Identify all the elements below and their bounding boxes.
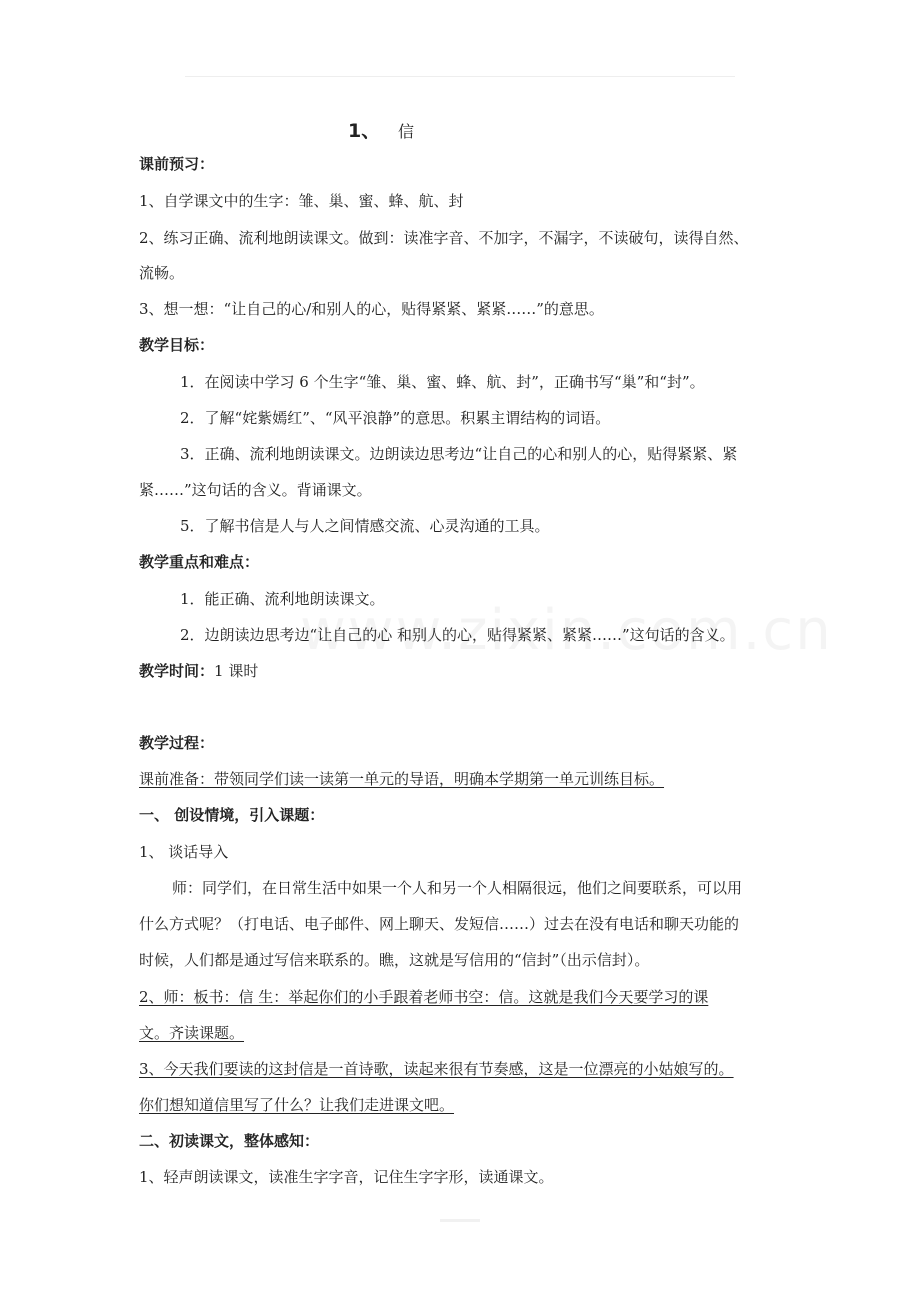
process-prep: 课前准备：带领同学们读一读第一单元的导语，明确本学期第一单元训练目标。 <box>139 770 665 788</box>
teaching-time-value: 1 课时 <box>214 662 259 680</box>
part2-heading: 二、初读课文，整体感知： <box>139 1132 320 1150</box>
part1-item-1: 1、 谈话导入 <box>139 843 229 861</box>
keypoints-heading: 教学重点和难点： <box>139 553 260 571</box>
header-rule <box>185 76 735 77</box>
goals-item-2: 2．了解“姹紫嫣红”、“风平浪静”的意思。积累主谓结构的词语。 <box>180 409 611 427</box>
part1-heading: 一、 创设情境，引入课题： <box>139 806 325 824</box>
preview-item-1: 1、自学课文中的生字：雏、巢、蜜、蜂、航、封 <box>139 192 464 210</box>
part2-item-1: 1、轻声朗读课文，读准生字字音，记住生字字形，读通课文。 <box>139 1168 554 1186</box>
process-heading: 教学过程： <box>139 734 215 752</box>
teaching-time-label: 教学时间： <box>139 662 215 680</box>
keypoints-item-2: 2．边朗读边思考边“让自己的心 和别人的心，贴得紧紧、紧紧……”这句话的含义。 <box>180 626 735 644</box>
preview-item-3: 3、想一想：“让自己的心/和别人的心，贴得紧紧、紧紧……”的意思。 <box>139 300 604 318</box>
goals-item-1: 1．在阅读中学习 6 个生字“雏、巢、蜜、蜂、航、封”，正确书写“巢”和“封”。 <box>180 373 705 391</box>
keypoints-item-1: 1．能正确、流利地朗读课文。 <box>180 590 385 608</box>
part1-item-2: 2、师：板书：信 生：举起你们的小手跟着老师书空：信。这就是我们今天要学习的课 <box>139 988 709 1006</box>
goals-item-5: 5．了解书信是人与人之间情感交流、心灵沟通的工具。 <box>180 517 550 535</box>
part1-item-3: 3、今天我们要读的这封信是一首诗歌，读起来很有节奏感，这是一位漂亮的小姑娘写的。 <box>139 1060 734 1078</box>
footer-mark <box>440 1219 480 1222</box>
preview-item-2: 2、练习正确、流利地朗读课文。做到：读准字音、不加字，不漏字，不读破句，读得自然、 <box>139 229 749 247</box>
teacher-paragraph-3: 时候，人们都是通过写信来联系的。瞧，这就是写信用的“信封”（出示信封）。 <box>139 951 650 969</box>
part1-item-2-cont: 文。齐读课题。 <box>139 1024 245 1042</box>
teacher-paragraph-1: 师：同学们，在日常生活中如果一个人和另一个人相隔很远，他们之间要联系，可以用 <box>172 879 743 897</box>
teaching-time <box>139 661 258 681</box>
preview-heading: 课前预习： <box>139 155 215 173</box>
preview-item-2-cont: 流畅。 <box>139 264 185 282</box>
lesson-title: 信 <box>398 122 415 141</box>
goals-item-3: 3．正确、流利地朗读课文。边朗读边思考边“让自己的心和别人的心，贴得紧紧、紧 <box>180 445 738 463</box>
goals-item-3-cont: 紧……”这句话的含义。背诵课文。 <box>139 481 372 499</box>
part1-item-3-cont: 你们想知道信里写了什么？让我们走进课文吧。 <box>139 1096 455 1114</box>
teacher-paragraph-2: 什么方式呢？（打电话、电子邮件、网上聊天、发短信……）过去在没有电话和聊天功能的 <box>139 915 740 933</box>
lesson-number: 1、 <box>348 120 381 142</box>
goals-heading: 教学目标： <box>139 336 215 354</box>
